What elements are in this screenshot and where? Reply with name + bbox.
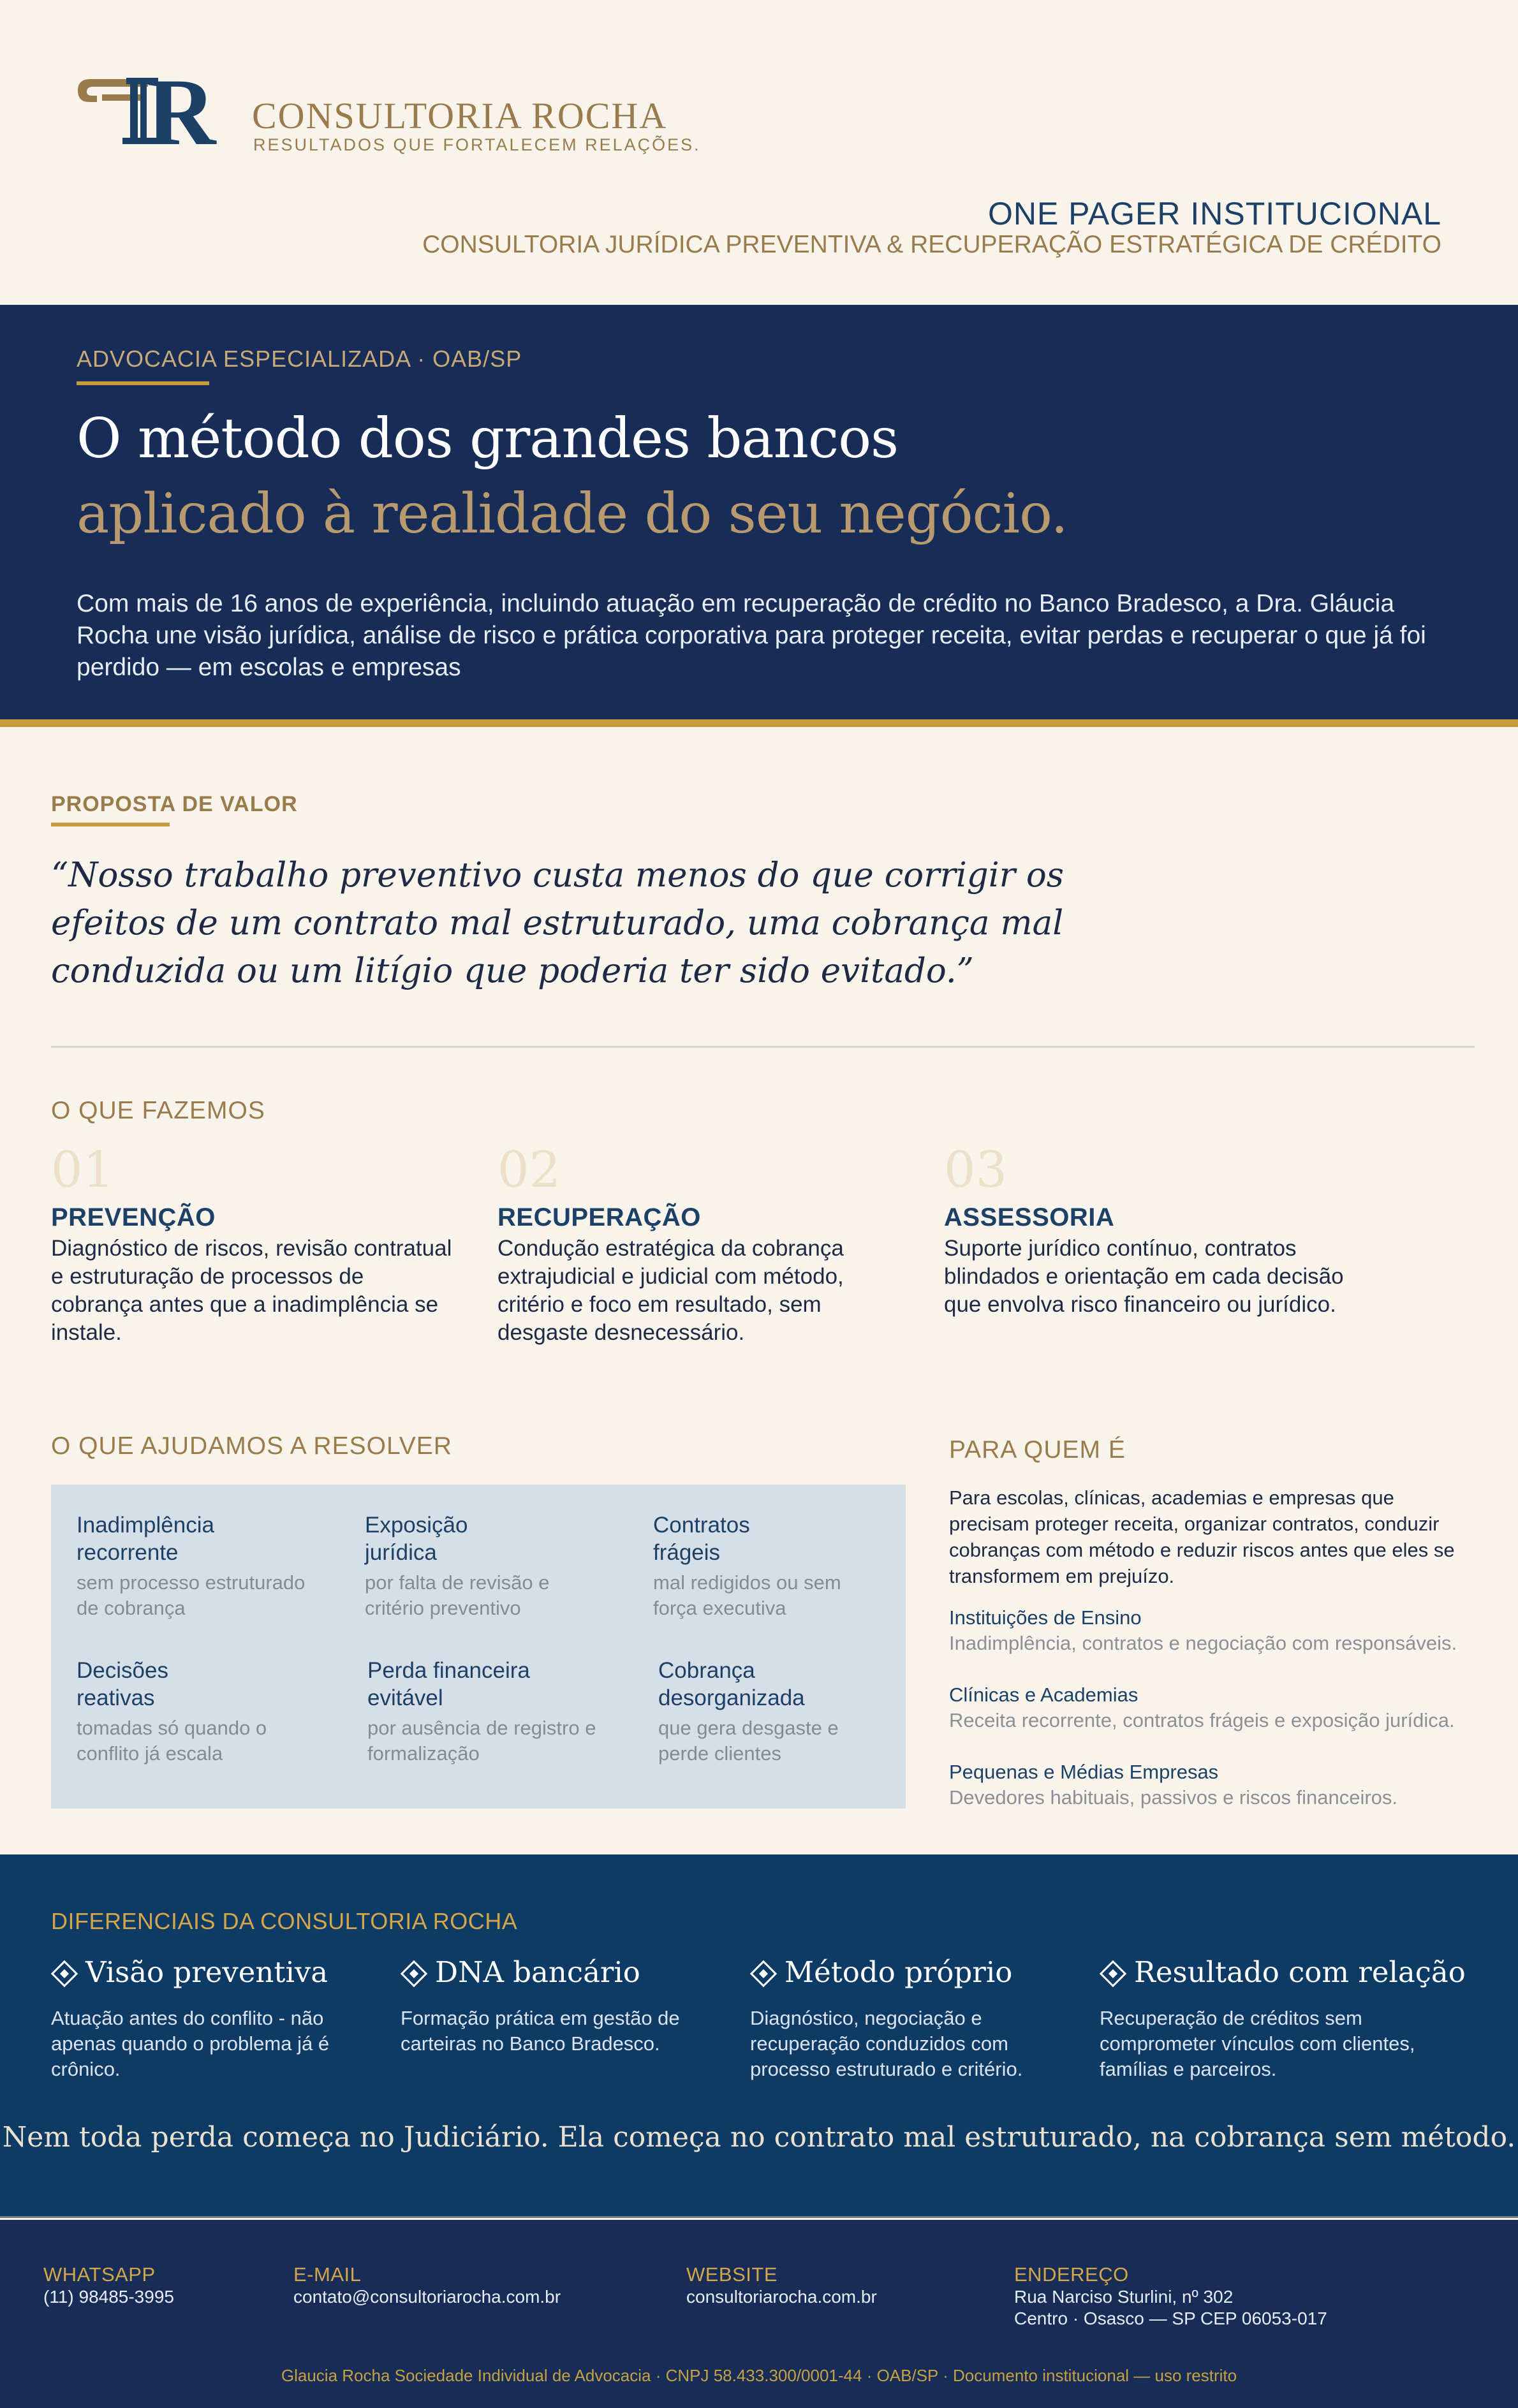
service-description: Condução estratégica da cobrança extrajudicial e judicial com método, critério e foco em resultado, sem desgaste desnecessário. [497,1236,844,1345]
audience-description: Devedores habituais, passivos e riscos financeiros. [949,1786,1398,1809]
email-link[interactable]: contato@consultoriarocha.com.br [293,2287,561,2307]
service-description: Suporte jurídico contínuo, contratos blindados e orientação em cada decisão que envolva risco financeiro ou jurídico. [944,1236,1344,1317]
contact-address [1014,2263,1327,2330]
differential-item [1100,1955,1466,2082]
problem-description: por falta de revisão e critério preventivo [365,1571,550,1619]
problems-panel [51,1485,906,1809]
whatsapp-link[interactable]: (11) 98485-3995 [43,2287,174,2307]
differential-heading [1100,1955,1466,1989]
differential-heading [401,1955,719,1989]
problem-description: mal redigidos ou sem força executiva [653,1571,841,1619]
services-label: O QUE FAZEMOS [51,1097,265,1124]
problem-item [365,1511,633,1621]
value-prop-label: PROPOSTA DE VALOR [51,792,298,816]
hero-body: Com mais de 16 anos de experiência, incluindo atuação em recuperação de crédito no Banco Bradesco, a Dra. Gláucia Rocha une visão jurídica, análise de risco e prática corporativa para proteger receita, evitar perdas e recuperar o que já foi perdido — em escolas e empresas [77,590,1426,681]
problem-description: tomadas só quando o conflito já escala [77,1717,267,1765]
legal-notice: Glaucia Rocha Sociedade Individual de Advocacia · CNPJ 58.433.300/0001-44 · OAB/SP · Documento institucional — uso restrito [281,2366,1237,2385]
problem-title: Contratos frágeis [653,1513,750,1565]
problem-title: Inadimplência recorrente [77,1513,214,1565]
problems-label: O QUE AJUDAMOS A RESOLVER [51,1432,452,1460]
contact-website [686,2263,877,2308]
audience-title: Instituições de Ensino [949,1606,1142,1629]
differential-description: Formação prática em gestão de carteiras no Banco Bradesco. [401,2007,680,2055]
address-line: Rua Narciso Sturlini, nº 302 [1014,2287,1234,2307]
differential-item [401,1955,719,2057]
service-description: Diagnóstico de riscos, revisão contratual e estruturação de processos de cobrança antes que a inadimplência se instale. [51,1236,452,1345]
kicker-underline [77,381,209,385]
differential-item [51,1955,370,2082]
differential-description: Diagnóstico, negociação e recuperação conduzidos com processo estruturado e critério. [750,2007,1023,2080]
service-title: RECUPERAÇÃO [497,1203,701,1231]
service-title: ASSESSORIA [944,1203,1115,1231]
audience-intro: Para escolas, clínicas, academias e empresas que precisam proteger receita, organizar contratos, conduzir cobranças com método e reduzir riscos antes que eles se transformem em prejuízo. [949,1487,1455,1587]
problem-description: sem processo estruturado de cobrança [77,1571,306,1619]
differential-title: Resultado com relação [1134,1955,1466,1989]
contact-label: E-MAIL [293,2263,362,2286]
service-card [51,1142,459,1347]
service-card [497,1142,906,1347]
problem-item [77,1511,332,1621]
diamond-icon [51,1960,78,1986]
section-divider [51,1046,1475,1048]
logo-column-icon [71,57,231,153]
audience-title: Pequenas e Médias Empresas [949,1761,1219,1783]
audience-description: Receita recorrente, contratos frágeis e exposição jurídica. [949,1709,1455,1731]
page-header [0,0,1518,305]
differential-description: Atuação antes do conflito - não apenas quando o problema já é crônico. [51,2007,330,2080]
contact-email [293,2263,561,2308]
brand-tagline: RESULTADOS QUE FORTALECEM RELAÇÕES. [253,135,701,154]
service-title: PREVENÇÃO [51,1203,216,1231]
audience-label: PARA QUEM É [949,1436,1126,1464]
differentials-section [0,1854,1518,2218]
diamond-icon [401,1960,427,1986]
differential-title: Visão preventiva [85,1955,328,1989]
hero-kicker: ADVOCACIA ESPECIALIZADA · OAB/SP [77,346,522,372]
brand-name: CONSULTORIA ROCHA [252,95,668,136]
differential-title: Método próprio [785,1955,1013,1989]
service-number: 01 [51,1142,115,1199]
problem-title: Perda financeira evitável [367,1658,530,1710]
website-link[interactable]: consultoriarocha.com.br [686,2287,877,2307]
audience-item [949,1605,1472,1656]
differential-heading [51,1955,370,1989]
contact-label: WEBSITE [686,2263,778,2286]
problem-title: Cobrança desorganizada [658,1658,805,1710]
contact-label: ENDEREÇO [1014,2263,1129,2286]
diamond-icon [750,1960,777,1986]
service-number: 03 [944,1142,1008,1199]
differential-description: Recuperação de créditos sem comprometer vínculos com clientes, famílias e parceiros. [1100,2007,1415,2080]
value-prop-underline [51,823,170,826]
problem-description: que gera desgaste e perde clientes [658,1717,839,1765]
differentials-label: DIFERENCIAIS DA CONSULTORIA ROCHA [51,1908,518,1934]
problem-item [653,1511,921,1621]
value-prop-quote: “Nosso trabalho preventivo custa menos do que corrigir os efeitos de um contrato mal estruturado, uma cobrança mal conduzida ou um litígio que poderia ter sido evitado.” [51,856,1064,990]
differential-title: DNA bancário [435,1955,640,1989]
hero-section [0,305,1518,727]
logo-letter: R [147,59,216,153]
differential-heading [750,1955,1069,1989]
contact-label: WHATSAPP [43,2263,156,2286]
service-card [944,1142,1352,1319]
hero-headline: O método dos grandes bancos [77,407,899,471]
differential-item [750,1955,1069,2082]
closing-statement: Nem toda perda começa no Judiciário. Ela começa no contrato mal estruturado, na cobrança sem método. [2,2121,1516,2154]
hero-headline-accent: aplicado à realidade do seu negócio. [77,482,1068,546]
problem-title: Exposição jurídica [365,1513,468,1565]
diamond-icon [1100,1960,1126,1986]
audience-description: Inadimplência, contratos e negociação com responsáveis. [949,1632,1457,1654]
problem-title: Decisões reativas [77,1658,168,1710]
audience-title: Clínicas e Academias [949,1684,1138,1706]
problem-item [367,1657,635,1766]
contact-whatsapp [43,2263,174,2308]
document-subtitle: CONSULTORIA JURÍDICA PREVENTIVA & RECUPERAÇÃO ESTRATÉGICA DE CRÉDITO [422,231,1441,258]
address-line: Centro · Osasco — SP CEP 06053-017 [1014,2309,1327,2328]
problem-item [77,1657,344,1766]
problem-description: por ausência de registro e formalização [367,1717,596,1765]
audience-item [949,1682,1472,1733]
document-title: ONE PAGER INSTITUCIONAL [987,196,1441,231]
audience-item [949,1759,1472,1810]
problem-item [658,1657,926,1766]
contact-footer [0,2220,1518,2408]
service-number: 02 [497,1142,561,1199]
